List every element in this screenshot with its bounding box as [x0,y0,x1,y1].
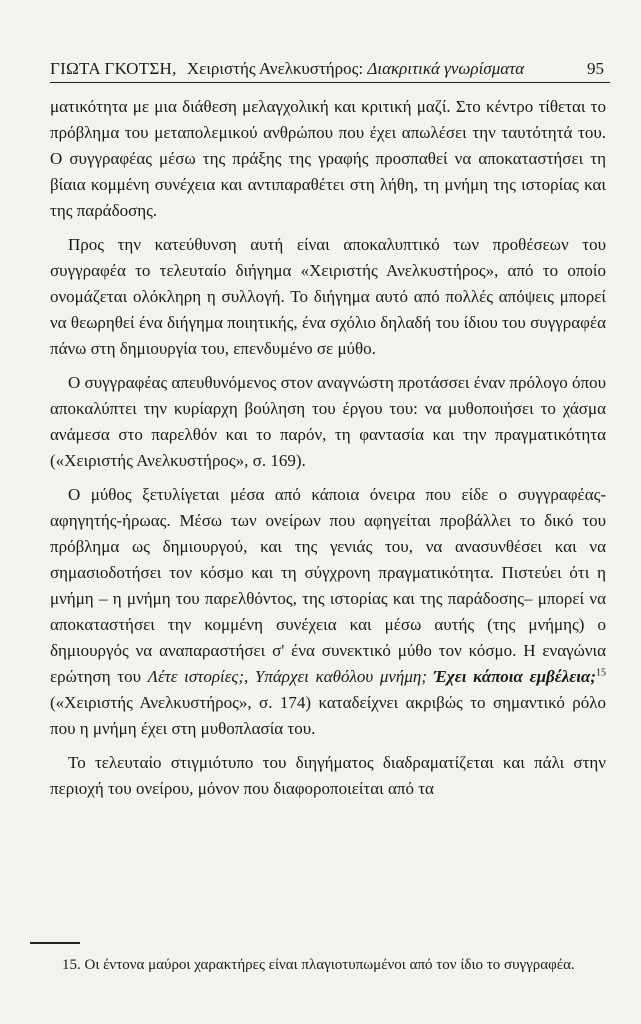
paragraph-5: Το τελευταίο στιγμιότυπο του διηγήματος διαδραματίζεται και πάλι στην περιοχή του ονείρου, μόνον που διαφοροποιείται από τα [50,753,606,798]
page-number: 95 [587,59,604,78]
footnote-rule [30,942,80,944]
paragraph-4-text-a: Ο μύθος ξετυλίγεται μέσα από κάποια όνειρα που είδε ο συγγραφέας-αφηγητής-ήρωας. Μέσω των ονείρων που αφηγείται προβάλλει το δικό του πρόβλημα ως δημιουργού, και της γενιάς του, να ανασυνθέσει και να σημασιοδοτήσει τον κόσμο και τη σύγχρονη πραγματικότητα. Πιστεύει ότι η μνήμη – η μνήμη του παρελθόντος, της ιστορίας και της παράδοσης– μπορεί να αποκαταστήσει την κομμένη συνέχεια και μέσω αυτής (της μνήμης) ο δημιουργός να αναπαραστήσει σ' ένα συνεκτικό μύθο τον κόσμο. Η εναγώνια ερώτηση του [50,485,606,686]
paragraph-4-text-b: («Χειριστής Ανελκυστήρος», σ. 174) καταδείχνει ακριβώς το σημαντικό ρόλο που η μνήμη έχει στη μυθοπλασία του. [50,693,606,738]
paragraph-4-italic-quote: Λέτε ιστορίες;, Υπάρχει καθόλου μνήμη; [147,667,427,686]
main-text [50,94,606,810]
paragraph-2: Προς την κατεύθυνση αυτή είναι αποκαλυπτικό των προθέσεων του συγγραφέα το τελευταίο διήγημα «Χειριστής Ανελκυστήρος», από το οποίο ονομάζεται ολόκληρη η συλλογή. Το διήγημα αυτό από πολλές απόψεις μπορεί να θεωρηθεί ένα διήγημα ποιητικής, ένα σχόλιο δηλαδή του ίδιου του συγγραφέα πάνω στη δημιουργία του, επενδυμένο σε μύθο. [50,235,606,358]
footnote-15: 15. Οι έντονα μαύροι χαρακτήρες είναι πλαγιοτυπωμένοι από τον ίδιο το συγγραφέα. [62,957,575,973]
header-work-title: Χειριστής Ανελκυστήρος: [186,59,364,78]
paragraph-1: ματικότητα με μια διάθεση μελαγχολική και κριτική μαζί. Στο κέντρο τίθεται το πρόβλημα του μεταπολεμικού ανθρώπου που έχει απωλέσει την ταυτότητά του. Ο συγγραφέας μέσω της πράξης της γραφής προσπαθεί να αποκαταστήσει τη βίαια κομμένη συνέχεια και αντιπαραθέτει στη λήθη, τη μνήμη της ιστορίας και της παράδοσης. [50,97,606,220]
header-author: ΓΙΩΤΑ ΓΚΟΤΣΗ, [50,59,177,78]
paragraph-4-bold-quote: Έχει κάποια εμβέλεια; [433,667,597,686]
paragraph-4 [50,482,606,742]
running-header [50,58,610,83]
header-subtitle: Διακριτικά γνωρίσματα [367,59,525,78]
footnote-ref: 15 [596,667,607,679]
paragraph-3: Ο συγγραφέας απευθυνόμενος στον αναγνώστη προτάσσει έναν πρόλογο όπου αποκαλύπτει την κυρίαρχη βούληση του έργου του: να μυθοποιήσει το χάσμα ανάμεσα στο παρελθόν και το παρόν, τη φαντασία και την πραγματικότητα («Χειριστής Ανελκυστήρος», σ. 169). [50,373,606,470]
